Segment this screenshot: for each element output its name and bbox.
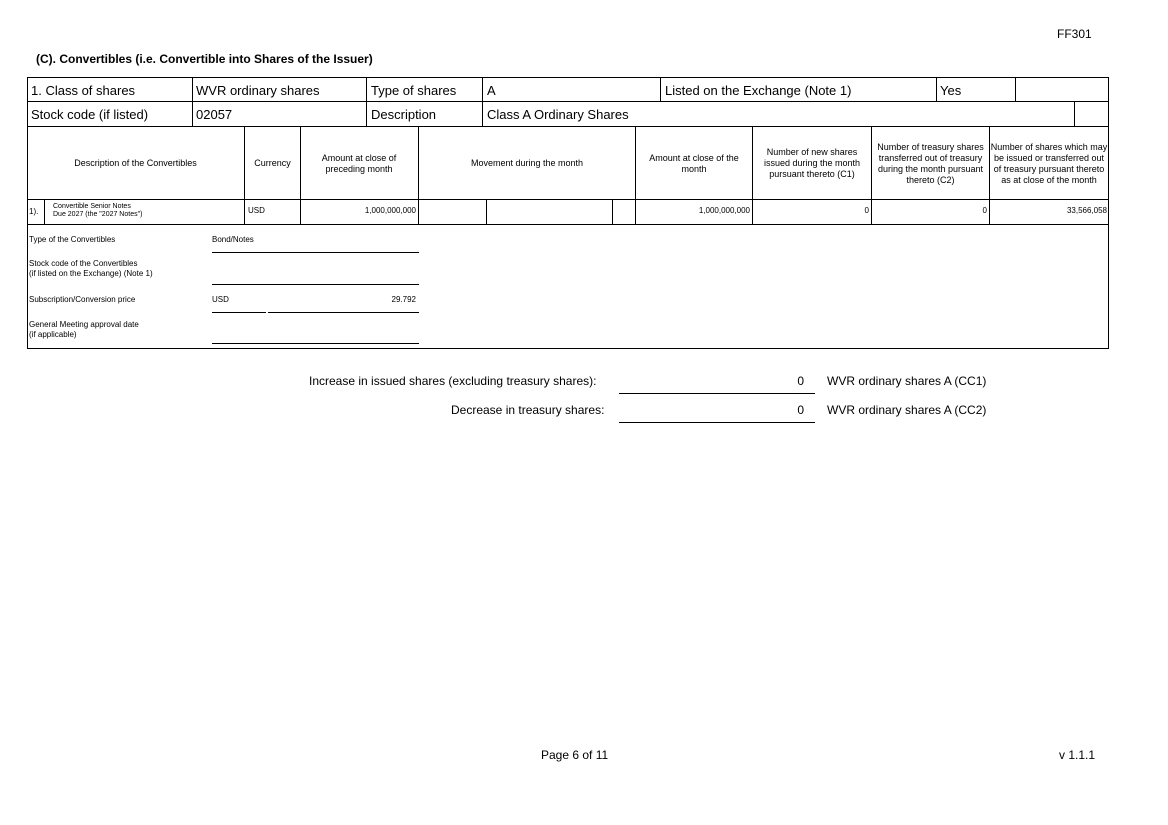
row-amount-close: 1,000,000,000 <box>698 206 750 215</box>
row-new-shares: 0 <box>864 206 869 215</box>
conversion-price-value: 29.792 <box>391 295 416 304</box>
type-of-convertibles-value: Bond/Notes <box>212 235 254 244</box>
col-header-amount-close: Amount at close of the month <box>649 152 739 174</box>
gm-approval-label-1: General Meeting approval date <box>29 320 139 329</box>
increase-issued-shares-label: Increase in issued shares (excluding treasury shares): <box>309 374 597 388</box>
col-header-new-shares: Number of new shares issued during the month pursuant thereto (C1) <box>763 147 861 179</box>
col-header-treasury-transferred: Number of treasury shares transferred out of treasury during the month pursuant thereto (C2) <box>877 141 984 185</box>
version-label: v 1.1.1 <box>1059 748 1096 762</box>
row-currency: USD <box>248 206 265 215</box>
stock-code-value: 02057 <box>196 107 233 122</box>
col-header-may-be-issued: Number of shares which may be issued or transferred out of treasury pursuant thereto as at close of the month <box>990 141 1108 185</box>
row-amount-preceding: 1,000,000,000 <box>364 206 416 215</box>
section-title: (C). Convertibles (i.e. Convertible into Shares of the Issuer) <box>36 52 373 66</box>
stock-code-label: Stock code (if listed) <box>31 107 149 122</box>
increase-issued-shares-unit: WVR ordinary shares A (CC1) <box>827 374 987 388</box>
convertibles-stock-code-label-2: (if listed on the Exchange) (Note 1) <box>29 269 153 278</box>
convertibles-stock-code-label-1: Stock code of the Convertibles <box>29 259 138 268</box>
form-code: FF301 <box>1057 27 1092 41</box>
col-header-movement: Movement during the month <box>470 158 584 168</box>
listed-on-exchange-value: Yes <box>940 83 962 98</box>
row-description-line1: Convertible Senior Notes <box>53 203 131 210</box>
row-index: 1). <box>29 207 39 216</box>
class-of-shares-value: WVR ordinary shares <box>196 83 320 98</box>
type-of-shares-value: A <box>487 83 496 98</box>
row-description-line2: Due 2027 (the "2027 Notes") <box>53 211 143 218</box>
decrease-treasury-shares-value: 0 <box>797 403 804 417</box>
type-of-convertibles-label: Type of the Convertibles <box>29 235 116 244</box>
class-of-shares-label: 1. Class of shares <box>31 83 136 98</box>
col-header-description: Description of the Convertibles <box>74 158 197 168</box>
page-number: Page 6 of 11 <box>541 748 609 762</box>
decrease-treasury-shares-unit: WVR ordinary shares A (CC2) <box>827 403 987 417</box>
description-value: Class A Ordinary Shares <box>487 107 629 122</box>
col-header-amount-preceding: Amount at close of preceding month <box>321 152 397 174</box>
listed-on-exchange-label: Listed on the Exchange (Note 1) <box>665 83 852 98</box>
description-label: Description <box>371 107 437 122</box>
row-treasury-transferred: 0 <box>982 206 987 215</box>
increase-issued-shares-value: 0 <box>797 374 804 388</box>
conversion-price-label: Subscription/Conversion price <box>29 295 136 304</box>
conversion-price-currency: USD <box>212 295 229 304</box>
col-header-currency: Currency <box>254 158 291 168</box>
type-of-shares-label: Type of shares <box>371 83 457 98</box>
gm-approval-label-2: (if applicable) <box>29 330 77 339</box>
decrease-treasury-shares-label: Decrease in treasury shares: <box>451 403 605 417</box>
row-may-be-issued: 33,566,058 <box>1066 206 1107 215</box>
